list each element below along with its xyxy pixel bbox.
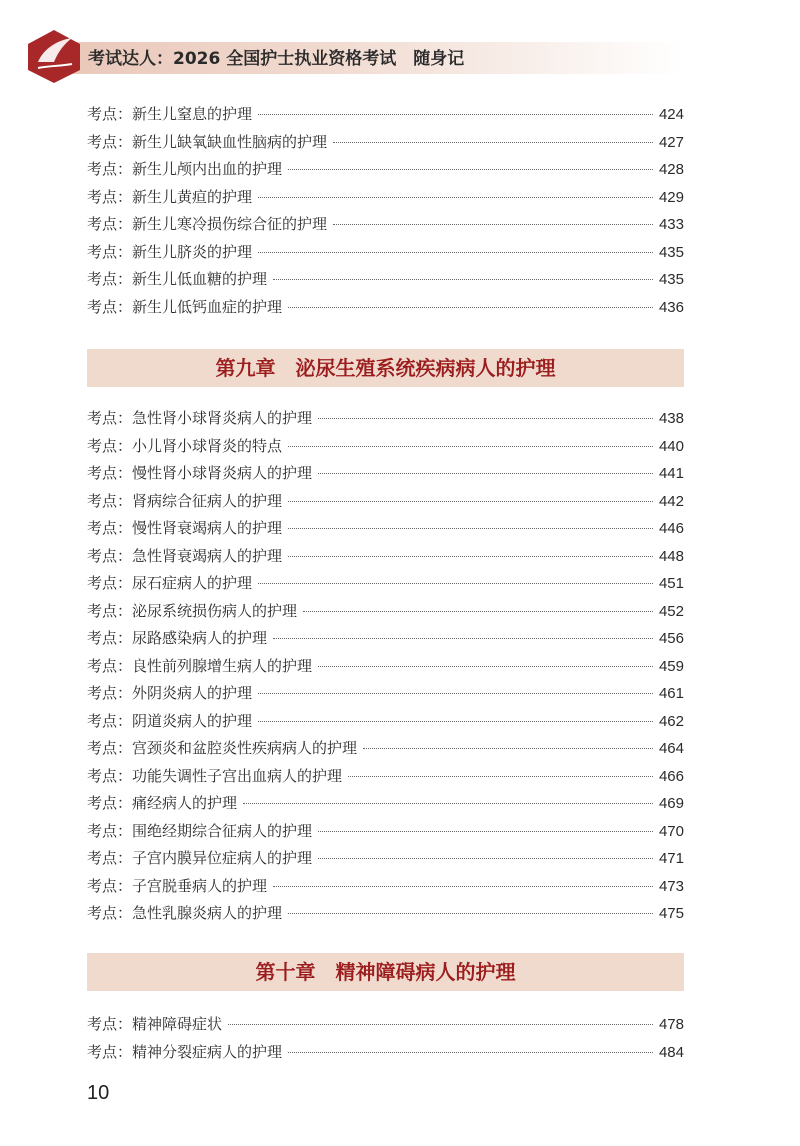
dot-leader [288,1052,653,1053]
toc-entry[interactable] [87,790,684,818]
toc-entry[interactable] [87,845,684,873]
toc-entry-label: 考点：慢性肾衰竭病人的护理 [87,519,283,537]
toc-entry-label: 考点：小儿肾小球肾炎的特点 [87,436,283,455]
page-number: 10 [87,1082,110,1104]
toc-entry[interactable] [87,818,684,846]
dot-leader [363,748,653,749]
toc-entry[interactable] [87,680,684,708]
dot-leader [228,1024,653,1025]
toc-entry[interactable] [87,433,684,461]
toc-entry-label: 考点：精神障碍症状 [87,1015,223,1033]
toc-entry[interactable] [87,266,684,294]
dot-leader [258,693,653,694]
dot-leader [333,142,653,143]
toc-entry-label: 考点：新生儿窒息的护理 [87,105,253,123]
toc-entry-page: 446 [658,520,684,537]
toc-entry-page: 459 [658,657,684,675]
toc-entry-page: 471 [658,850,684,867]
toc-entry[interactable] [87,294,684,322]
dot-leader [258,583,653,584]
toc-entry-label: 考点：尿路感染病人的护理 [87,629,268,647]
dot-leader [333,224,653,225]
toc-entry-page: 484 [658,1043,684,1061]
toc-entry[interactable] [87,570,684,598]
toc-entry-label: 考点：功能失调性子宫出血病人的护理 [87,766,343,785]
toc-entry-page: 456 [658,630,684,647]
dot-leader [258,721,653,722]
toc-entry-page: 448 [658,547,684,565]
toc-entry-label: 考点：新生儿寒冷损伤综合征的护理 [87,215,328,233]
dot-leader [288,913,653,914]
dot-leader [318,666,653,667]
toc-entry-page: 451 [658,575,684,592]
toc-entry-page: 470 [658,822,684,840]
toc-entry-page: 441 [658,465,684,482]
dot-leader [288,307,653,308]
dot-leader [318,831,653,832]
toc-entry-page: 435 [658,271,684,288]
toc-entry-label: 考点：子宫内膜异位症病人的护理 [87,849,313,867]
toc-entry-label: 考点：急性肾小球肾炎病人的护理 [87,409,313,427]
dot-leader [258,114,653,115]
toc-entry[interactable] [87,763,684,791]
toc-entry-page: 427 [658,133,684,151]
toc-entry[interactable] [87,900,684,928]
toc-entry[interactable] [87,129,684,157]
toc-entry-page: 440 [658,437,684,455]
toc-entry-label: 考点：急性乳腺炎病人的护理 [87,904,283,922]
dot-leader [318,473,653,474]
toc-entry[interactable] [87,515,684,543]
dot-leader [273,886,653,887]
toc-entry[interactable] [87,543,684,571]
dot-leader [258,197,653,198]
toc-entry-page: 429 [658,188,684,206]
toc-entry-label: 考点：新生儿缺氧缺血性脑病的护理 [87,132,328,151]
toc-entry[interactable] [87,211,684,239]
dot-leader [258,252,653,253]
toc-entry[interactable] [87,598,684,626]
chapter-heading-10: 第十章 精神障碍病人的护理 [87,953,684,991]
toc-entry-page: 461 [658,685,684,702]
toc-entry-label: 考点：阴道炎病人的护理 [87,711,253,730]
toc-entry-page: 435 [658,243,684,261]
toc-entry-label: 考点：外阴炎病人的护理 [87,684,253,702]
toc-entry-page: 475 [658,905,684,922]
toc-entry-page: 442 [658,492,684,510]
toc-entry-label: 考点：围绝经期综合征病人的护理 [87,821,313,840]
toc-entry[interactable] [87,460,684,488]
toc-entry[interactable] [87,184,684,212]
toc-entry-label: 考点：慢性肾小球肾炎病人的护理 [87,464,313,482]
toc-entry-page: 428 [658,161,684,178]
toc-entry-label: 考点：新生儿黄疸的护理 [87,187,253,206]
toc-entry-label: 考点：宫颈炎和盆腔炎性疾病病人的护理 [87,739,358,757]
toc-entry[interactable] [87,735,684,763]
toc-entry[interactable] [87,488,684,516]
toc-entry-label: 考点：精神分裂症病人的护理 [87,1042,283,1061]
dot-leader [303,611,653,612]
dot-leader [288,556,653,557]
header-title: 考试达人：2026 全国护士执业资格考试 随身记 [88,49,465,69]
toc-entry-label: 考点：泌尿系统损伤病人的护理 [87,601,298,620]
toc-entry-page: 424 [658,106,684,123]
toc-entry-page: 438 [658,410,684,427]
dot-leader [288,446,653,447]
toc-entry[interactable] [87,625,684,653]
dot-leader [273,279,653,280]
toc-entry-label: 考点：新生儿低血糖的护理 [87,270,268,288]
toc-entry-page: 469 [658,795,684,812]
dot-leader [348,776,653,777]
dot-leader [288,501,653,502]
toc-entry[interactable] [87,653,684,681]
toc-entry-label: 考点：新生儿颅内出血的护理 [87,160,283,178]
toc-entry-label: 考点：尿石症病人的护理 [87,574,253,592]
dot-leader [243,803,653,804]
toc-entry-label: 考点：子宫脱垂病人的护理 [87,876,268,895]
brand-logo [24,28,84,84]
dot-leader [288,169,653,170]
toc-entry[interactable] [87,1011,684,1039]
toc-entry-page: 464 [658,740,684,757]
toc-entry[interactable] [87,1039,684,1067]
dot-leader [288,528,653,529]
toc-entry-label: 考点：急性肾衰竭病人的护理 [87,546,283,565]
toc-entry-page: 473 [658,877,684,895]
chapter-heading-9: 第九章 泌尿生殖系统疾病病人的护理 [87,349,684,387]
toc-entry[interactable] [87,405,684,433]
toc-section-neonatal [87,101,684,321]
toc-entry[interactable] [87,101,684,129]
toc-entry-label: 考点：新生儿低钙血症的护理 [87,297,283,316]
toc-entry-page: 433 [658,216,684,233]
toc-section-chapter-9 [87,405,684,928]
toc-entry-page: 452 [658,602,684,620]
toc-entry-label: 考点：新生儿脐炎的护理 [87,242,253,261]
toc-entry[interactable] [87,156,684,184]
toc-entry[interactable] [87,873,684,901]
toc-entry-label: 考点：良性前列腺增生病人的护理 [87,656,313,675]
toc-entry-page: 462 [658,712,684,730]
toc-entry-page: 436 [658,298,684,316]
toc-entry[interactable] [87,708,684,736]
dot-leader [318,418,653,419]
toc-entry-label: 考点：肾病综合征病人的护理 [87,491,283,510]
toc-section-chapter-10 [87,1011,684,1066]
dot-leader [318,858,653,859]
toc-entry[interactable] [87,239,684,267]
toc-entry-page: 466 [658,767,684,785]
running-header [24,24,684,86]
toc-entry-label: 考点：痛经病人的护理 [87,794,238,812]
toc-entry-page: 478 [658,1016,684,1033]
dot-leader [273,638,653,639]
